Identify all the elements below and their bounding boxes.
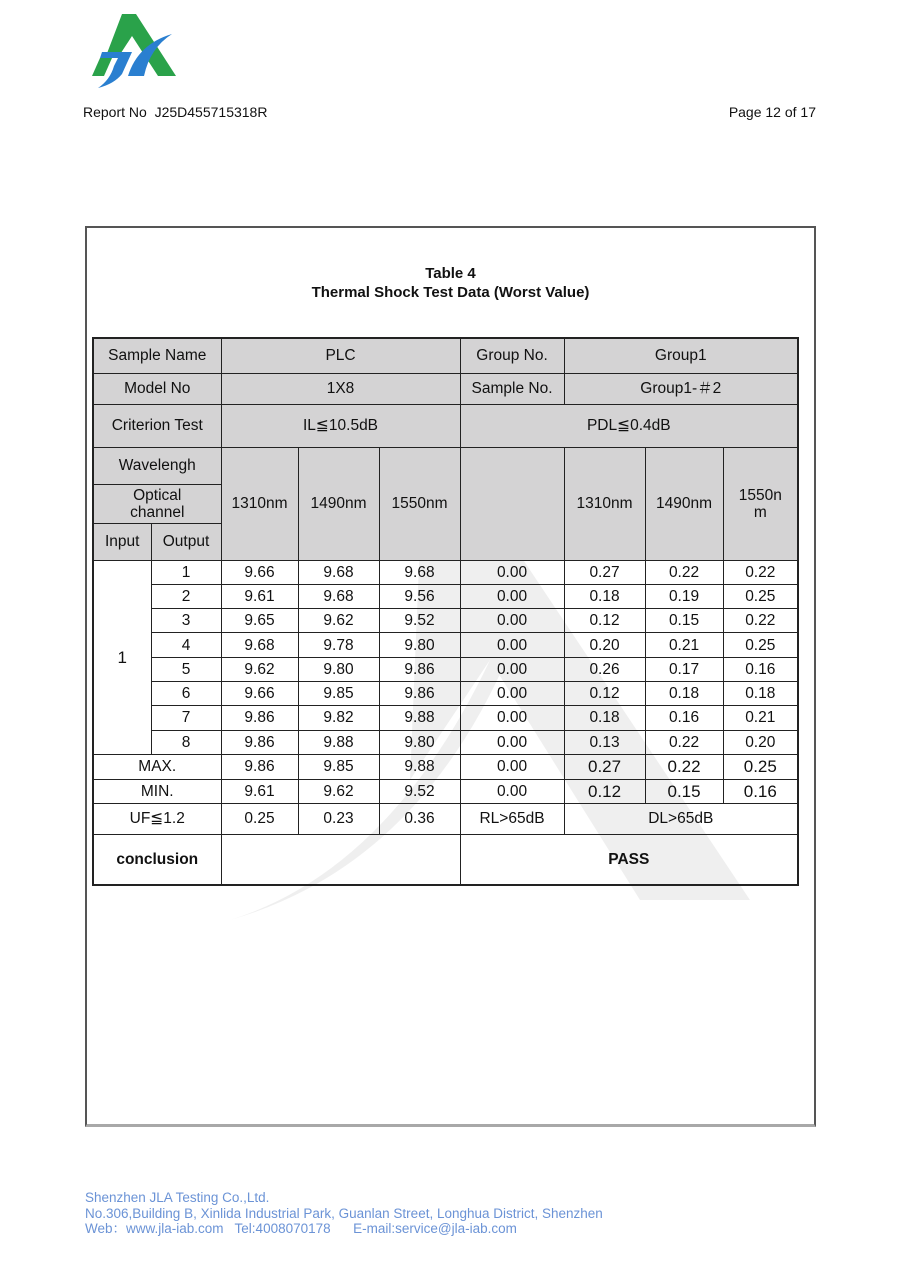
sample-name-label: Sample Name	[93, 338, 221, 373]
cell-il-1310: 9.61	[221, 584, 298, 608]
cell-il-1310: 9.62	[221, 657, 298, 681]
conclusion-blank	[221, 834, 460, 885]
input-channel: 1	[93, 560, 151, 754]
wavelength-label: Wavelengh	[93, 447, 221, 484]
il-1490-header: 1490nm	[298, 447, 379, 560]
min-pdl-1490: 0.15	[645, 779, 723, 803]
cell-il-1310: 9.66	[221, 681, 298, 705]
criterion-pdl: PDL≦0.4dB	[460, 404, 798, 447]
min-il-1310: 9.61	[221, 779, 298, 803]
max-pdl-1310: 0.27	[564, 754, 645, 779]
group-no-value: Group1	[564, 338, 798, 373]
cell-pdl-1310: 0.20	[564, 633, 645, 657]
output-channel: 8	[151, 730, 221, 754]
max-pdl-1490: 0.22	[645, 754, 723, 779]
cell-rl: 0.00	[460, 706, 564, 730]
max-il-1310: 9.86	[221, 754, 298, 779]
cell-rl: 0.00	[460, 584, 564, 608]
max-il-1490: 9.85	[298, 754, 379, 779]
cell-il-1310: 9.86	[221, 730, 298, 754]
pdl-1490-header: 1490nm	[645, 447, 723, 560]
sample-no-value: Group1-＃2	[564, 373, 798, 404]
sample-name-value: PLC	[221, 338, 460, 373]
model-no-row	[93, 373, 798, 404]
jla-logo-icon	[92, 14, 176, 90]
cell-il-1550: 9.80	[379, 633, 460, 657]
cell-il-1310: 9.65	[221, 609, 298, 633]
cell-il-1490: 9.62	[298, 609, 379, 633]
cell-il-1490: 9.82	[298, 706, 379, 730]
footer-company: Shenzhen JLA Testing Co.,Ltd.	[85, 1190, 270, 1205]
cell-il-1550: 9.88	[379, 706, 460, 730]
cell-pdl-1550: 0.25	[723, 584, 798, 608]
uf-il-1310: 0.25	[221, 803, 298, 834]
optical-channel-label: Optical channel	[93, 484, 221, 523]
footer	[85, 1190, 603, 1237]
table-row	[93, 633, 798, 657]
table-row	[93, 609, 798, 633]
criterion-row	[93, 404, 798, 447]
min-label: MIN.	[93, 779, 221, 803]
output-channel: 2	[151, 584, 221, 608]
il-1310-header: 1310nm	[221, 447, 298, 560]
cell-rl: 0.00	[460, 633, 564, 657]
table-title	[85, 264, 816, 302]
cell-pdl-1310: 0.27	[564, 560, 645, 584]
page-number: Page 12 of 17	[728, 104, 816, 120]
cell-pdl-1310: 0.13	[564, 730, 645, 754]
uf-row	[93, 803, 798, 834]
cell-rl: 0.00	[460, 560, 564, 584]
il-1550-header: 1550nm	[379, 447, 460, 560]
cell-pdl-1490: 0.21	[645, 633, 723, 657]
cell-il-1490: 9.78	[298, 633, 379, 657]
output-label: Output	[151, 523, 221, 560]
cell-il-1490: 9.80	[298, 657, 379, 681]
sample-name-row	[93, 338, 798, 373]
cell-il-1550: 9.86	[379, 681, 460, 705]
cell-pdl-1550: 0.25	[723, 633, 798, 657]
cell-il-1310: 9.86	[221, 706, 298, 730]
table-row	[93, 681, 798, 705]
input-label: Input	[93, 523, 151, 560]
cell-pdl-1310: 0.12	[564, 681, 645, 705]
cell-rl: 0.00	[460, 609, 564, 633]
cell-il-1310: 9.66	[221, 560, 298, 584]
rl-spec: RL>65dB	[460, 803, 564, 834]
footer-address: No.306,Building B, Xinlida Industrial Park, Guanlan Street, Longhua District, Shenzhen	[85, 1205, 603, 1221]
conclusion-label: conclusion	[93, 834, 221, 885]
cell-il-1490: 9.68	[298, 560, 379, 584]
uf-il-1550: 0.36	[379, 803, 460, 834]
conclusion-row	[93, 834, 798, 885]
cell-il-1490: 9.68	[298, 584, 379, 608]
cell-il-1490: 9.85	[298, 681, 379, 705]
cell-pdl-1490: 0.19	[645, 584, 723, 608]
footer-contact: Web：www.jla-iab.com Tel:4008070178 E-mail:service@jla-iab.com	[85, 1221, 517, 1236]
cell-pdl-1490: 0.22	[645, 730, 723, 754]
rl-header-blank	[460, 447, 564, 560]
max-il-1550: 9.88	[379, 754, 460, 779]
cell-pdl-1490: 0.16	[645, 706, 723, 730]
output-channel: 4	[151, 633, 221, 657]
table-row	[93, 657, 798, 681]
max-row	[93, 754, 798, 779]
criterion-label: Criterion Test	[93, 404, 221, 447]
min-rl: 0.00	[460, 779, 564, 803]
cell-rl: 0.00	[460, 681, 564, 705]
cell-pdl-1310: 0.26	[564, 657, 645, 681]
cell-pdl-1550: 0.18	[723, 681, 798, 705]
cell-rl: 0.00	[460, 730, 564, 754]
conclusion-value: PASS	[460, 834, 798, 885]
output-channel: 7	[151, 706, 221, 730]
output-channel: 5	[151, 657, 221, 681]
cell-il-1550: 9.68	[379, 560, 460, 584]
pdl-1550-header	[723, 447, 798, 560]
max-rl: 0.00	[460, 754, 564, 779]
wavelength-row	[93, 447, 798, 484]
cell-pdl-1490: 0.15	[645, 609, 723, 633]
group-no-label: Group No.	[460, 338, 564, 373]
cell-pdl-1550: 0.16	[723, 657, 798, 681]
cell-il-1310: 9.68	[221, 633, 298, 657]
table-number: Table 4	[425, 265, 476, 282]
max-label: MAX.	[93, 754, 221, 779]
cell-il-1550: 9.80	[379, 730, 460, 754]
cell-il-1550: 9.86	[379, 657, 460, 681]
cell-il-1550: 9.56	[379, 584, 460, 608]
min-pdl-1550: 0.16	[723, 779, 798, 803]
cell-pdl-1490: 0.18	[645, 681, 723, 705]
output-channel: 3	[151, 609, 221, 633]
cell-pdl-1310: 0.18	[564, 584, 645, 608]
output-channel: 1	[151, 560, 221, 584]
table-row	[93, 560, 798, 584]
model-no-value: 1X8	[221, 373, 460, 404]
cell-pdl-1310: 0.18	[564, 706, 645, 730]
uf-label: UF≦1.2	[93, 803, 221, 834]
cell-pdl-1550: 0.20	[723, 730, 798, 754]
min-il-1490: 9.62	[298, 779, 379, 803]
criterion-il: IL≦10.5dB	[221, 404, 460, 447]
cell-pdl-1550: 0.21	[723, 706, 798, 730]
thermal-shock-table	[92, 337, 799, 886]
table-caption: Thermal Shock Test Data (Worst Value)	[311, 284, 590, 301]
report-number: Report No J25D455715318R	[83, 104, 268, 120]
table-row	[93, 584, 798, 608]
min-il-1550: 9.52	[379, 779, 460, 803]
cell-rl: 0.00	[460, 657, 564, 681]
min-pdl-1310: 0.12	[564, 779, 645, 803]
output-channel: 6	[151, 681, 221, 705]
cell-pdl-1550: 0.22	[723, 609, 798, 633]
cell-pdl-1490: 0.22	[645, 560, 723, 584]
cell-pdl-1550: 0.22	[723, 560, 798, 584]
table-row	[93, 706, 798, 730]
dl-spec: DL>65dB	[564, 803, 798, 834]
cell-il-1490: 9.88	[298, 730, 379, 754]
cell-pdl-1490: 0.17	[645, 657, 723, 681]
max-pdl-1550: 0.25	[723, 754, 798, 779]
uf-il-1490: 0.23	[298, 803, 379, 834]
table-row	[93, 730, 798, 754]
pdl-1310-header: 1310nm	[564, 447, 645, 560]
pdl-1550-header-text: 1550n m	[738, 486, 782, 521]
cell-pdl-1310: 0.12	[564, 609, 645, 633]
cell-il-1550: 9.52	[379, 609, 460, 633]
min-row	[93, 779, 798, 803]
model-no-label: Model No	[93, 373, 221, 404]
sample-no-label: Sample No.	[460, 373, 564, 404]
